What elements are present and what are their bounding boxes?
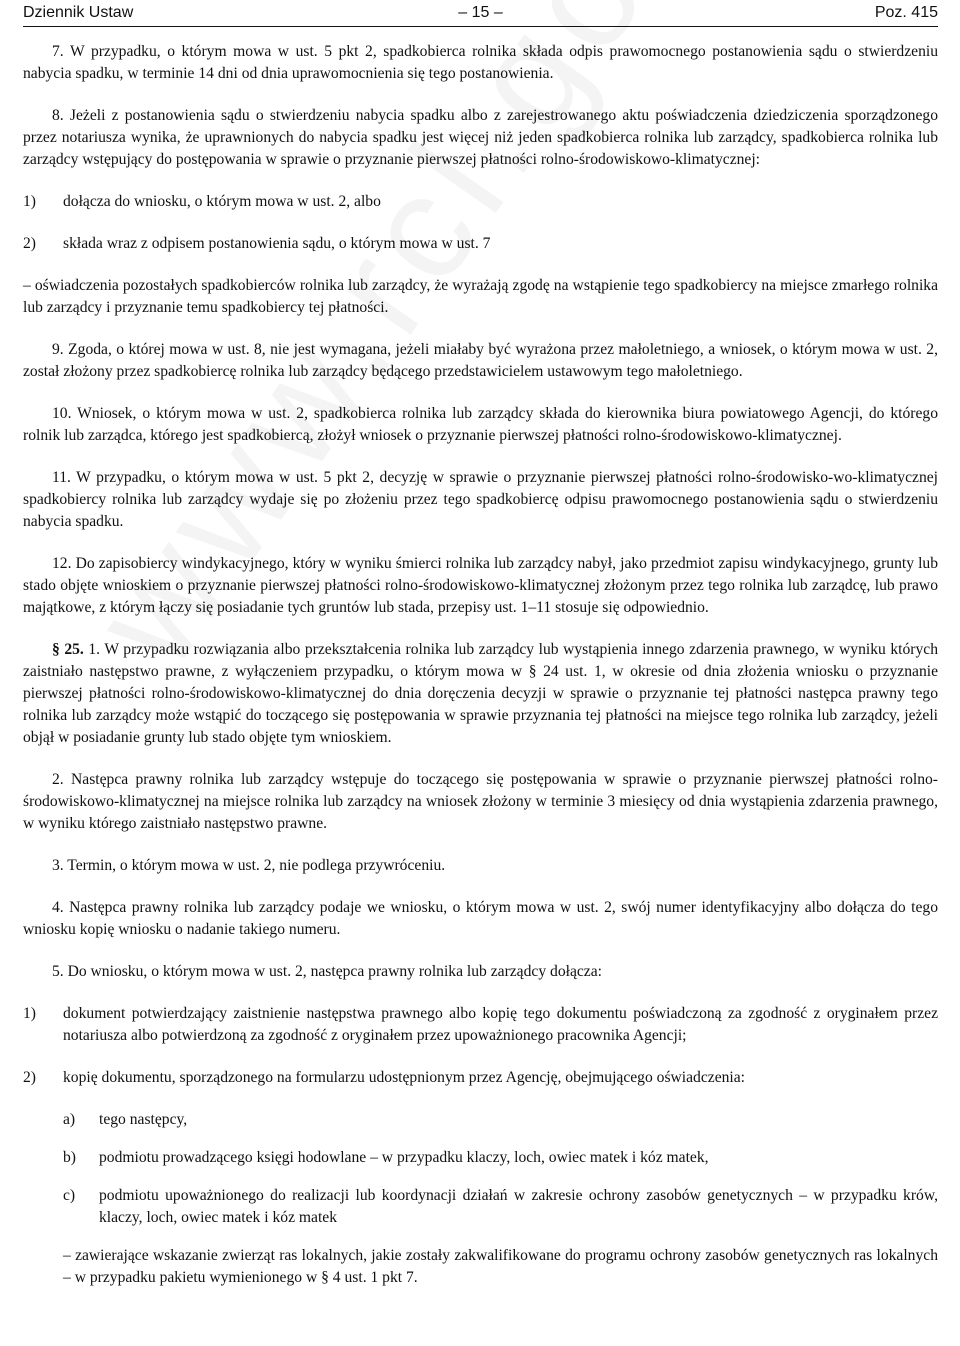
paragraph-8: 8. Jeżeli z postanowienia sądu o stwierdzeniu nabycia spadku albo z zarejestrowanego aktu poświadczenia dziedziczenia sporządzonego przez notariusza wynika, że uprawnionych do nabycia spadku jest więcej niż jeden spadkobierca rolnika lub zarządcy, spadkobierca rolnika lub zarządcy wstępujący do postępowania w sprawie o przyznanie pierwszej płatności rolno-środowiskowo-klimatycznej: xyxy=(23,107,938,168)
section-25-paragraph-1-text: 1. W przypadku rozwiązania albo przekształcenia rolnika lub zarządcy lub wystąpienia innego zdarzenia prawnego, w wyniku których zaistniało następstwo prawne, z wyłączeniem przypadku, o którym mowa w § 24 ust. 1, w okresie od dnia złożenia wniosku o przyznanie pierwszej płatności rolno-środowiskowo-klimatycznej do dnia doręczenia decyzji w sprawie o przyznanie tej płatności następca prawny tego rolnika lub zarządcy może wstąpić do toczącego się postępowania w sprawie przyznania tej płatności na miejsce tego rolnika lub zarządcy, jeżeli objął w posiadanie grunty lub stado objęte tym wnioskiem. xyxy=(23,641,938,746)
list-item xyxy=(23,1067,938,1089)
sub-list-item xyxy=(63,1109,938,1131)
sub-list-item-text: podmiotu upoważnionego do realizacji lub koordynacji działań w zakresie ochrony zasobów genetycznych – w przypadku krów, klaczy, loch, owiec matek i kóz matek xyxy=(99,1187,938,1226)
list-item-text: kopię dokumentu, sporządzonego na formularzu udostępnionym przez Agencję, obejmującego oświadczenia: xyxy=(63,1069,745,1086)
section-25-paragraph-3: 3. Termin, o którym mowa w ust. 2, nie podlega przywróceniu. xyxy=(52,857,446,874)
paragraph-9: 9. Zgoda, o której mowa w ust. 8, nie jest wymagana, jeżeli miałaby być wyrażona przez małoletniego, a wniosek, o którym mowa w ust. 2, został złożony przez spadkobiercę rolnika lub zarządcy będącego przedstawicielem ustawowym tego małoletniego. xyxy=(23,341,938,380)
section-25-paragraph-1 xyxy=(23,639,938,749)
paragraph-10: 10. Wniosek, o którym mowa w ust. 2, spadkobierca rolnika lub zarządcy składa do kierownika biura powiatowego Agencji, do którego rolnik lub zarządca, którego jest spadkobiercą, złożył wniosek o przyznanie pierwszej płatności rolno-środowiskowo-klimatycznej. xyxy=(23,405,938,444)
position-number: Poz. 415 xyxy=(874,4,938,21)
sub-list-item xyxy=(63,1147,938,1169)
sub-list-item-letter: b) xyxy=(63,1149,76,1166)
section-25-paragraph-5-tail: – zawierające wskazanie zwierząt ras lokalnych, jakie zostały zakwalifikowane do programu ochrony zasobów genetycznych ras lokalnych – w przypadku pakietu wymienionego w § 4 ust. 1 pkt 7. xyxy=(63,1247,938,1286)
list-item-text: składa wraz z odpisem postanowienia sądu, o którym mowa w ust. 7 xyxy=(63,235,491,252)
sub-list-item-letter: a) xyxy=(63,1111,76,1128)
section-25-paragraph-2: 2. Następca prawny rolnika lub zarządcy wstępuje do toczącego się postępowania w sprawie o przyznanie pierwszej płatności rolno-środowiskowo-klimatycznej na miejsce rolnika lub zarządcy na wniosek złożony w terminie 3 miesięcy od dnia wystąpienia zdarzenia prawnego, w wyniku którego zaistniało następstwo prawne. xyxy=(23,771,938,832)
section-25-paragraph-4: 4. Następca prawny rolnika lub zarządcy podaje we wniosku, o którym mowa w ust. 2, swój numer identyfikacyjny albo dołącza do tego wniosku kopię wniosku o nadanie takiego numeru. xyxy=(23,899,938,938)
list-item xyxy=(23,1003,938,1047)
sub-list-item xyxy=(63,1185,938,1229)
list-item-number: 2) xyxy=(23,235,36,252)
sub-list-item-text: podmiotu prowadzącego księgi hodowlane – w przypadku klaczy, loch, owiec matek i kóz matek, xyxy=(99,1149,709,1166)
paragraph-7: 7. W przypadku, o którym mowa w ust. 5 pkt 2, spadkobierca rolnika składa odpis prawomocnego postanowienia sądu o stwierdzeniu nabycia spadku, w terminie 14 dni od dnia uprawomocnienia się tego postanowienia. xyxy=(23,43,938,82)
paragraph-8-tail: – oświadczenia pozostałych spadkobierców rolnika lub zarządcy, że wyrażają zgodę na wstąpienie tego spadkobiercy na miejsce zmarłego rolnika lub zarządcy i przyznanie temu spadkobiercy tej płatności. xyxy=(23,277,938,316)
list-item-text: dołącza do wniosku, o którym mowa w ust. 2, albo xyxy=(63,193,381,210)
list-item xyxy=(23,233,938,255)
paragraph-12: 12. Do zapisobiercy windykacyjnego, który w wyniku śmierci rolnika lub zarządcy nabył, jako przedmiot zapisu windykacyjnego, grunty lub stado objęte wnioskiem o przyznanie pierwszej płatności rolno-środowiskowo-klimatycznej złożonym przez tego rolnika lub zarządcę, lub prawo majątkowe, z którym łączy się posiadanie tych gruntów lub stada, przepisy ust. 1–11 stosuje się odpowiednio. xyxy=(23,555,938,616)
page-number: – 15 – xyxy=(458,4,503,21)
section-25-paragraph-5: 5. Do wniosku, o którym mowa w ust. 2, następca prawny rolnika lub zarządcy dołącza: xyxy=(52,963,602,980)
list-item-text: dokument potwierdzający zaistnienie następstwa prawnego albo kopię tego dokumentu poświadczoną za zgodność z oryginałem przez notariusza albo potwierdzoną za zgodność z oryginałem przez upoważnionego pracownika Agencji; xyxy=(63,1005,938,1044)
list-item xyxy=(23,191,938,213)
document-body xyxy=(23,27,938,1289)
section-25-label: § 25. xyxy=(52,641,84,658)
journal-title: Dziennik Ustaw xyxy=(23,4,134,21)
sub-list-item-text: tego następcy, xyxy=(99,1111,188,1128)
paragraph-11: 11. W przypadku, o którym mowa w ust. 5 pkt 2, decyzję w sprawie o przyznanie pierwszej płatności rolno-środowisko-wo-klimatycznej spadkobiercy rolnika lub zarządcy wydaje się po złożeniu przez tego spadkobiercę odpisu prawomocnego postanowienia sądu o stwierdzeniu nabycia spadku. xyxy=(23,469,938,530)
list-item-number: 2) xyxy=(23,1069,36,1086)
list-item-number: 1) xyxy=(23,193,36,210)
list-item-number: 1) xyxy=(23,1005,36,1022)
sub-list-item-letter: c) xyxy=(63,1187,76,1204)
page-header xyxy=(23,0,938,27)
